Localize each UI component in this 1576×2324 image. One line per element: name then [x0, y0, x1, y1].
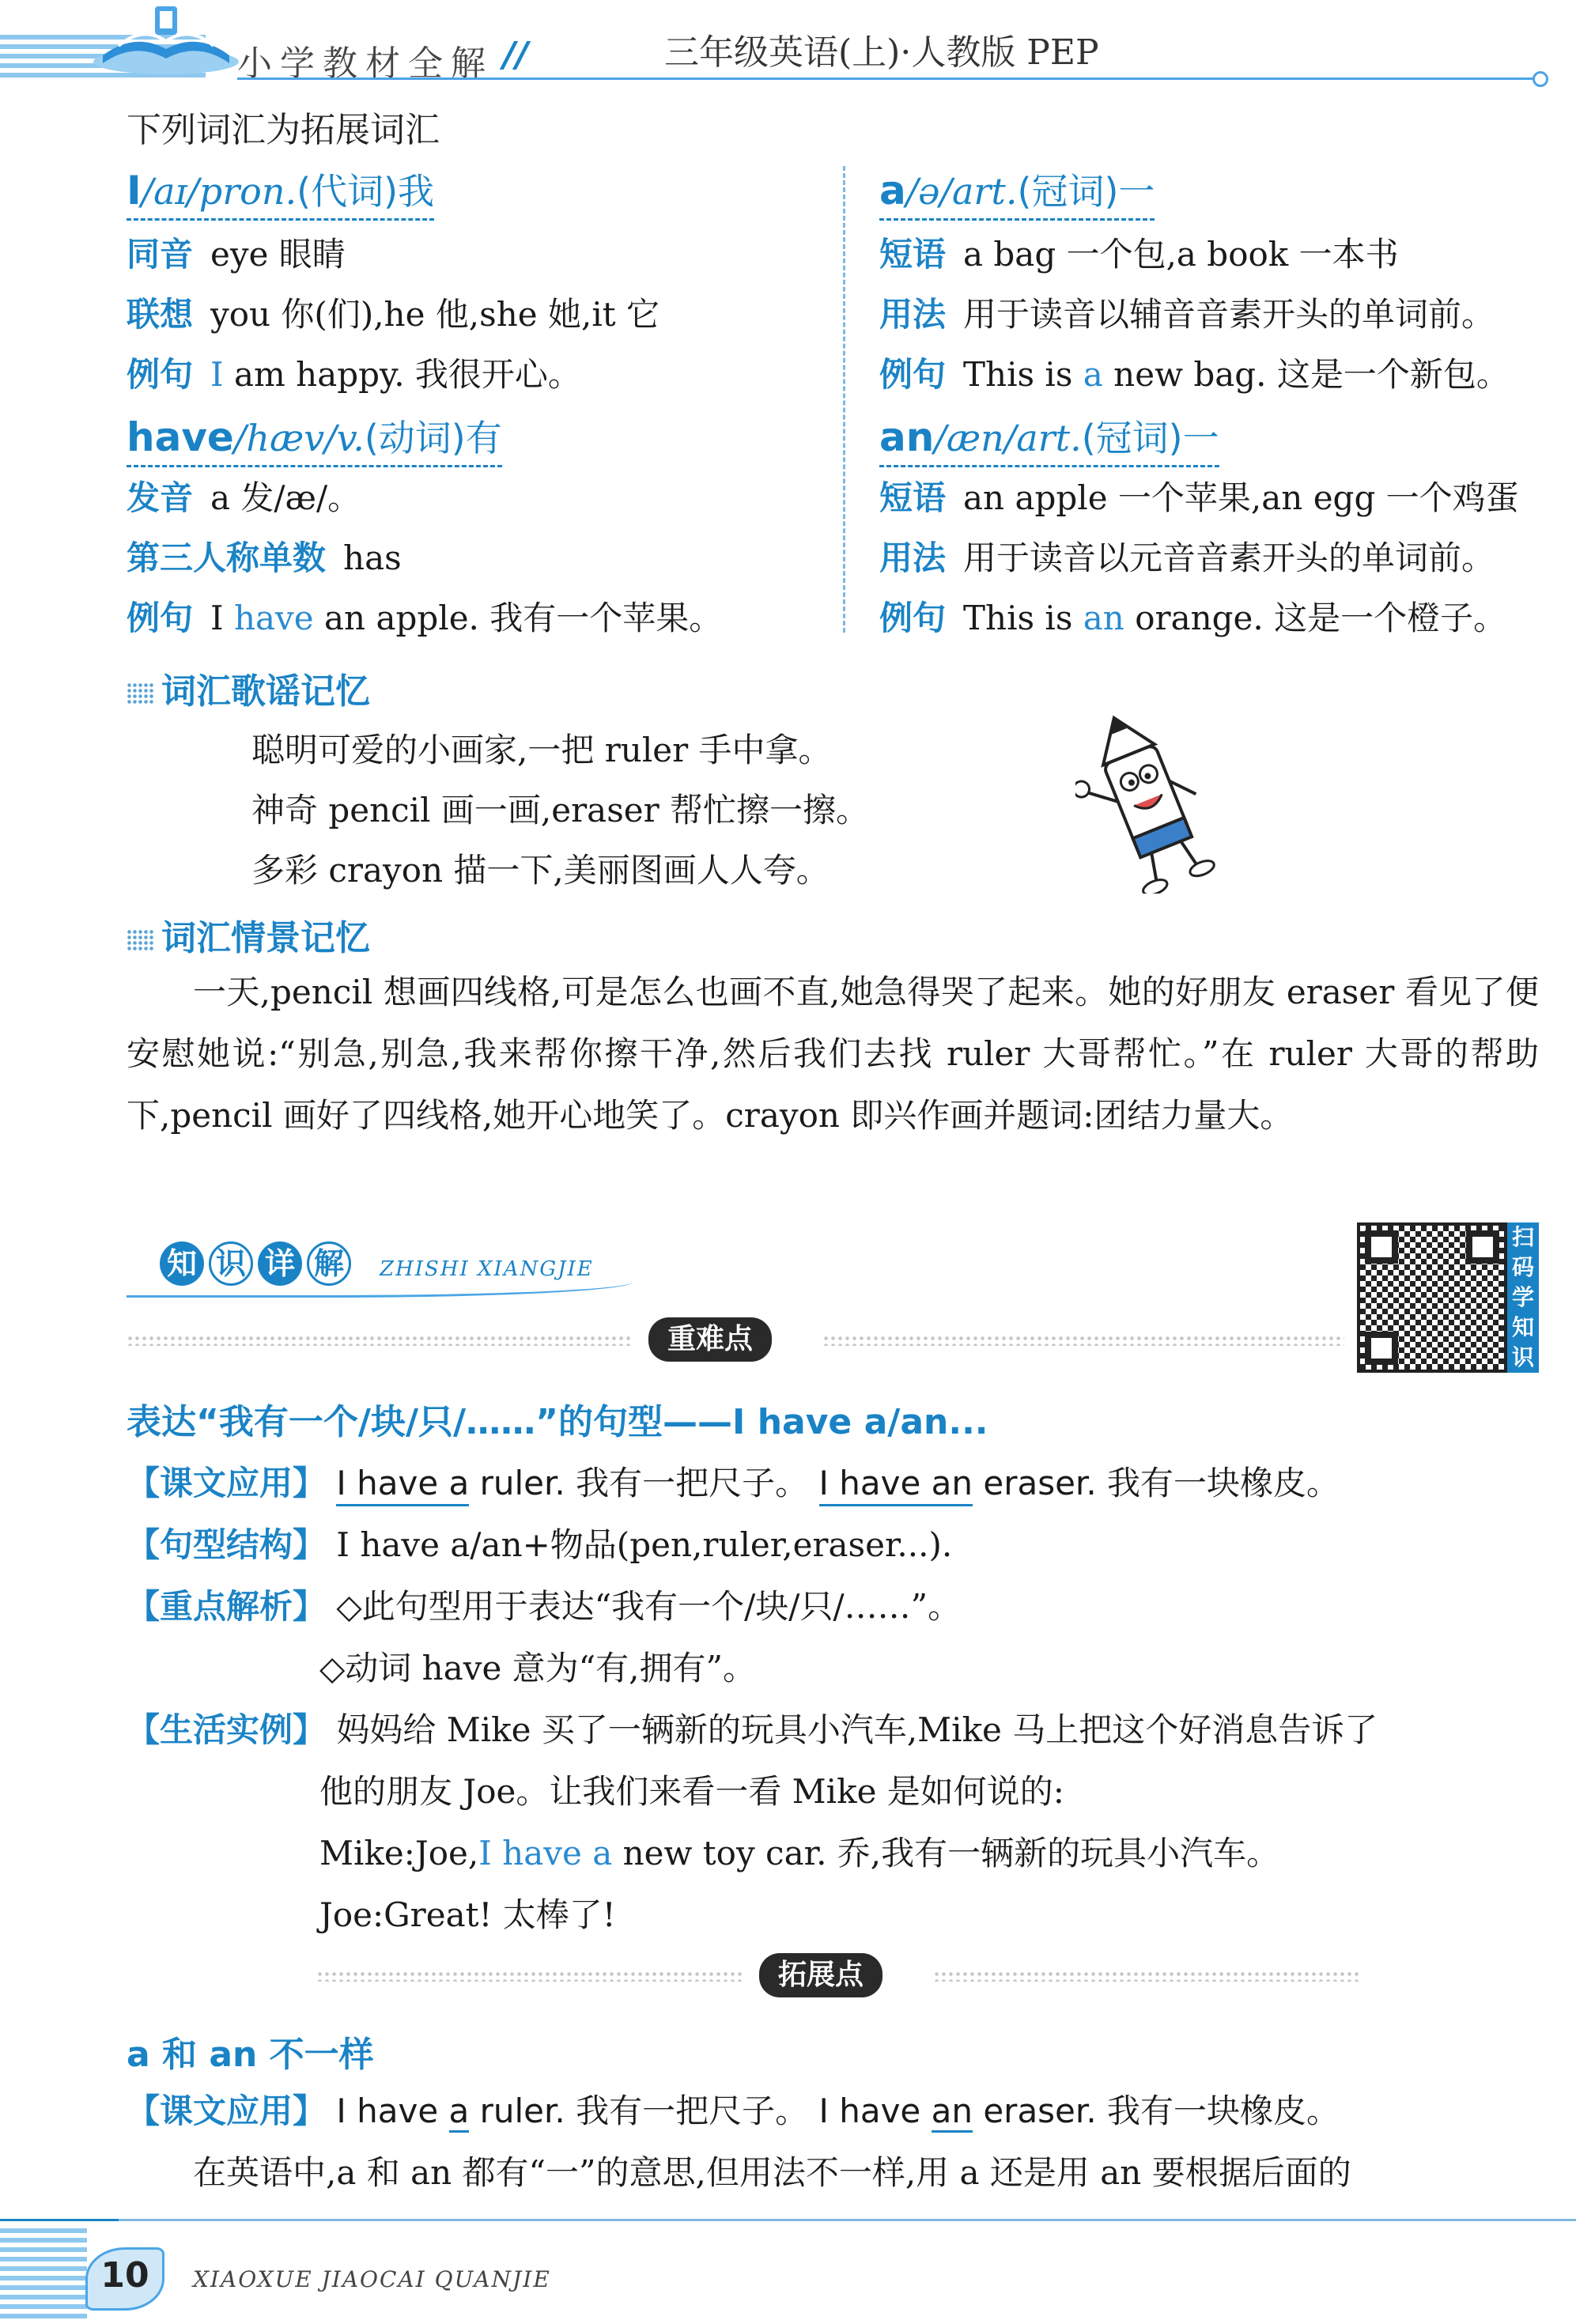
entry-i-row-1 — [127, 231, 346, 278]
a-an-text-1: I have — [336, 2092, 449, 2130]
entry-meaning: (代词)我 — [297, 170, 435, 213]
pencil-cartoon-icon — [1075, 712, 1218, 894]
ballad-line-1: 聪明可爱的小画家,一把 ruler 手中拿。 — [251, 731, 832, 769]
a-an-text-2: ruler. 我有一把尺子。 I have — [469, 2092, 932, 2130]
a-an-u1: a — [449, 2092, 470, 2133]
example-text: orange. 这是一个橙子。 — [1124, 599, 1507, 637]
entry-phonetic: /aɪ/ — [141, 170, 199, 213]
row-label: 用法 — [879, 295, 947, 334]
header-subject: 三年级英语(上)·人教版 PEP — [664, 32, 1099, 73]
entry-underline — [879, 465, 1219, 467]
knowledge-pinyin: ZHISHI XIANGJIE — [380, 1257, 594, 1281]
pattern-life-3 — [319, 1830, 1279, 1877]
pattern-struct-row — [127, 1521, 952, 1569]
knowledge-banner — [127, 1240, 648, 1303]
qr-label-char: 学 — [1511, 1284, 1534, 1310]
ballad-line-2: 神奇 pencil 画一画,eraser 帮忙擦一擦。 — [251, 791, 870, 829]
qr-label-char: 扫 — [1511, 1224, 1534, 1250]
entry-word: an — [879, 414, 935, 460]
pattern-life-2: 他的朋友 Joe。让我们来看一看 Mike 是如何说的: — [319, 1772, 1064, 1811]
entry-phonetic: /æn/ — [934, 417, 1017, 459]
knowledge-char-2: 识 — [209, 1241, 253, 1286]
ballad-section-title — [127, 663, 370, 713]
qr-finder-tr — [1466, 1230, 1499, 1264]
pattern-app-a2: ruler. — [469, 1464, 565, 1502]
entry-pos: v. — [336, 417, 365, 459]
a-an-app-row — [127, 2088, 1340, 2135]
row-text: 用于读音以元音音素开头的单词前。 — [963, 538, 1495, 577]
pattern-struct-text: I have a/an+物品(pen,ruler,eraser...). — [336, 1525, 953, 1564]
entry-meaning: (动词)有 — [364, 417, 502, 459]
entry-pos: art. — [1016, 417, 1082, 459]
knowledge-char-3: 详 — [258, 1241, 302, 1286]
header-bar — [0, 0, 1576, 87]
a-an-app-label: 【课文应用】 — [127, 2092, 327, 2130]
a-an-paragraph: 在英语中,a 和 an 都有“一”的意思,但用法不一样,用 a 还是用 an 要根据后面的 — [193, 2153, 1351, 2192]
key-point-pill: 重难点 — [648, 1317, 772, 1362]
entry-underline — [879, 218, 1155, 221]
pattern-analysis-1: ◇此句型用于表达“我有一个/块/只/……”。 — [336, 1587, 962, 1626]
scene-paragraph: 一天,pencil 想画四线格,可是怎么也画不直,她急得哭了起来。她的好朋友 eraser 看见了便安慰她说:“别急,别急,我来帮你擦干净,然后我们去找 ruler 大哥帮忙。”在 ruler 大哥的帮助下,pencil 画好了四线格,她开心地笑了。crayon 即兴作画并题词:团结力量大。 — [127, 973, 1539, 1135]
row-text: you 你(们),he 他,she 她,it 它 — [210, 295, 660, 334]
entry-pos: art. — [951, 170, 1018, 213]
example-text: I — [210, 599, 234, 637]
example-text: new bag. 这是一个新包。 — [1102, 355, 1510, 394]
entry-word: I — [127, 168, 142, 214]
example-text: am happy. 我很开心。 — [223, 355, 581, 394]
row-label: 联想 — [127, 295, 194, 334]
pattern-app-a3: 我有一把尺子。 — [565, 1464, 809, 1502]
entry-have-row-2 — [127, 535, 402, 582]
pattern-app-a1: I have a — [336, 1464, 469, 1506]
entry-have-head — [127, 413, 502, 463]
key-point-dots-left — [127, 1335, 633, 1346]
pattern-life-1: 妈妈给 Mike 买了一辆新的玩具小汽车,Mike 马上把这个好消息告诉了 — [336, 1710, 1378, 1749]
entry-an-example — [879, 595, 1506, 642]
pattern-life-label: 【生活实例】 — [127, 1710, 327, 1749]
pattern-life-4: Joe:Great! 太棒了! — [319, 1895, 616, 1934]
pattern-analysis-label: 【重点解析】 — [127, 1587, 327, 1626]
entry-a-row-2 — [879, 291, 1495, 338]
row-text: a bag 一个包,a book 一本书 — [963, 235, 1399, 274]
ext-point-pill: 拓展点 — [759, 1953, 882, 1997]
book-logo-icon — [87, 0, 245, 79]
ext-point-dots-right — [933, 1971, 1360, 1982]
entry-an-row-1 — [879, 474, 1519, 522]
qr-finder-tl — [1365, 1230, 1398, 1264]
row-label: 用法 — [879, 538, 947, 577]
header-rule-dot — [1533, 71, 1548, 87]
header-series: 小学教材全解 — [237, 43, 493, 84]
footer-series-pinyin: XIAOXUE JIAOCAI QUANJIE — [193, 2266, 551, 2292]
footer-stripes — [0, 2228, 87, 2323]
ext-point-dots-left — [316, 1971, 743, 1982]
key-point-dots-right — [822, 1335, 1344, 1346]
entry-have-row-1 — [127, 474, 361, 522]
qr-code[interactable] — [1357, 1222, 1507, 1373]
entry-meaning: (冠词)一 — [1081, 417, 1219, 459]
pattern-analysis-2: ◇动词 have 意为“有,拥有”。 — [319, 1649, 756, 1687]
pattern-analysis-row — [127, 1583, 961, 1631]
footer-rule — [0, 2219, 1576, 2221]
pattern-title: 表达“我有一个/块/只/……”的句型——I have a/an... — [127, 1402, 988, 1442]
knowledge-char-1: 知 — [160, 1241, 204, 1286]
a-an-u2: an — [932, 2092, 973, 2133]
life-3-rest: new toy car. 乔,我有一辆新的玩具小汽车。 — [612, 1834, 1280, 1872]
entry-a-head — [879, 166, 1155, 216]
entry-phonetic: /hæv/ — [233, 417, 337, 459]
entry-an-row-2 — [879, 535, 1495, 582]
example-text: This is — [963, 599, 1083, 637]
qr-label-char: 知 — [1511, 1314, 1534, 1340]
pattern-struct-label: 【句型结构】 — [127, 1525, 327, 1564]
row-text: 用于读音以辅音音素开头的单词前。 — [963, 295, 1495, 334]
qr-label-char: 码 — [1511, 1254, 1534, 1280]
header-rule — [237, 77, 1534, 80]
entry-an-head — [879, 413, 1219, 463]
entry-a-example — [879, 351, 1510, 399]
entry-pos: pron. — [198, 170, 297, 213]
entry-a-row-1 — [879, 231, 1399, 278]
qr-label — [1507, 1222, 1539, 1373]
qr-finder-bl — [1365, 1332, 1398, 1365]
row-label: 短语 — [879, 478, 947, 517]
example-label: 例句 — [879, 599, 947, 637]
entry-i-example — [127, 351, 581, 399]
knowledge-char-4: 解 — [307, 1241, 351, 1286]
example-highlight: I — [210, 355, 224, 394]
life-3-pre: Mike:Joe, — [319, 1834, 479, 1872]
extension-title: 下列词汇为拓展词汇 — [127, 110, 440, 150]
ballad-title-text: 词汇歌谣记忆 — [161, 671, 370, 712]
pattern-app-b3: 我有一块橡皮。 — [1096, 1464, 1340, 1502]
row-label: 发音 — [127, 478, 194, 517]
example-label: 例句 — [127, 599, 194, 637]
entry-have-example — [127, 595, 722, 642]
entry-underline — [127, 465, 502, 467]
pattern-life-row — [127, 1706, 1378, 1754]
row-text: eye 眼睛 — [210, 235, 346, 274]
example-label: 例句 — [127, 355, 194, 394]
scene-title-text: 词汇情景记忆 — [161, 918, 370, 958]
ballad-line-3: 多彩 crayon 描一下,美丽图画人人夸。 — [251, 851, 830, 890]
scene-section-title — [127, 909, 370, 960]
pattern-app-label: 【课文应用】 — [127, 1464, 327, 1502]
pattern-app-b1: I have an — [819, 1464, 973, 1506]
example-text: an apple. 我有一个苹果。 — [313, 599, 723, 637]
entry-word: have — [127, 414, 234, 460]
entry-word: a — [879, 168, 906, 214]
column-divider — [843, 166, 845, 633]
example-label: 例句 — [879, 355, 947, 394]
qr-label-char: 识 — [1511, 1344, 1534, 1370]
example-highlight: have — [233, 599, 314, 637]
pattern-app-row — [127, 1460, 1340, 1507]
dots-icon — [127, 929, 153, 951]
example-text: This is — [963, 355, 1083, 394]
pattern-app-b2: eraser. — [973, 1464, 1097, 1502]
example-highlight: an — [1083, 599, 1124, 637]
entry-i-row-2 — [127, 291, 660, 338]
row-text: a 发/æ/。 — [210, 478, 361, 517]
entry-underline — [127, 218, 434, 221]
row-text: an apple 一个苹果,an egg 一个鸡蛋 — [963, 478, 1519, 517]
dots-icon — [127, 682, 153, 705]
row-label: 短语 — [879, 235, 947, 274]
a-an-text-3: eraser. 我有一块橡皮。 — [972, 2092, 1340, 2130]
row-label: 同音 — [127, 235, 194, 274]
header-slash-icon: // — [503, 35, 529, 75]
example-highlight: a — [1083, 355, 1103, 394]
entry-i-head — [127, 166, 434, 216]
life-3-highlight: I have a — [478, 1834, 613, 1872]
row-text: has — [343, 538, 402, 577]
row-label: 第三人称单数 — [127, 538, 327, 577]
page-number: 10 — [100, 2255, 149, 2296]
entry-phonetic: /ə/ — [905, 170, 952, 213]
a-an-title: a 和 an 不一样 — [127, 2035, 374, 2075]
entry-meaning: (冠词)一 — [1017, 170, 1155, 213]
